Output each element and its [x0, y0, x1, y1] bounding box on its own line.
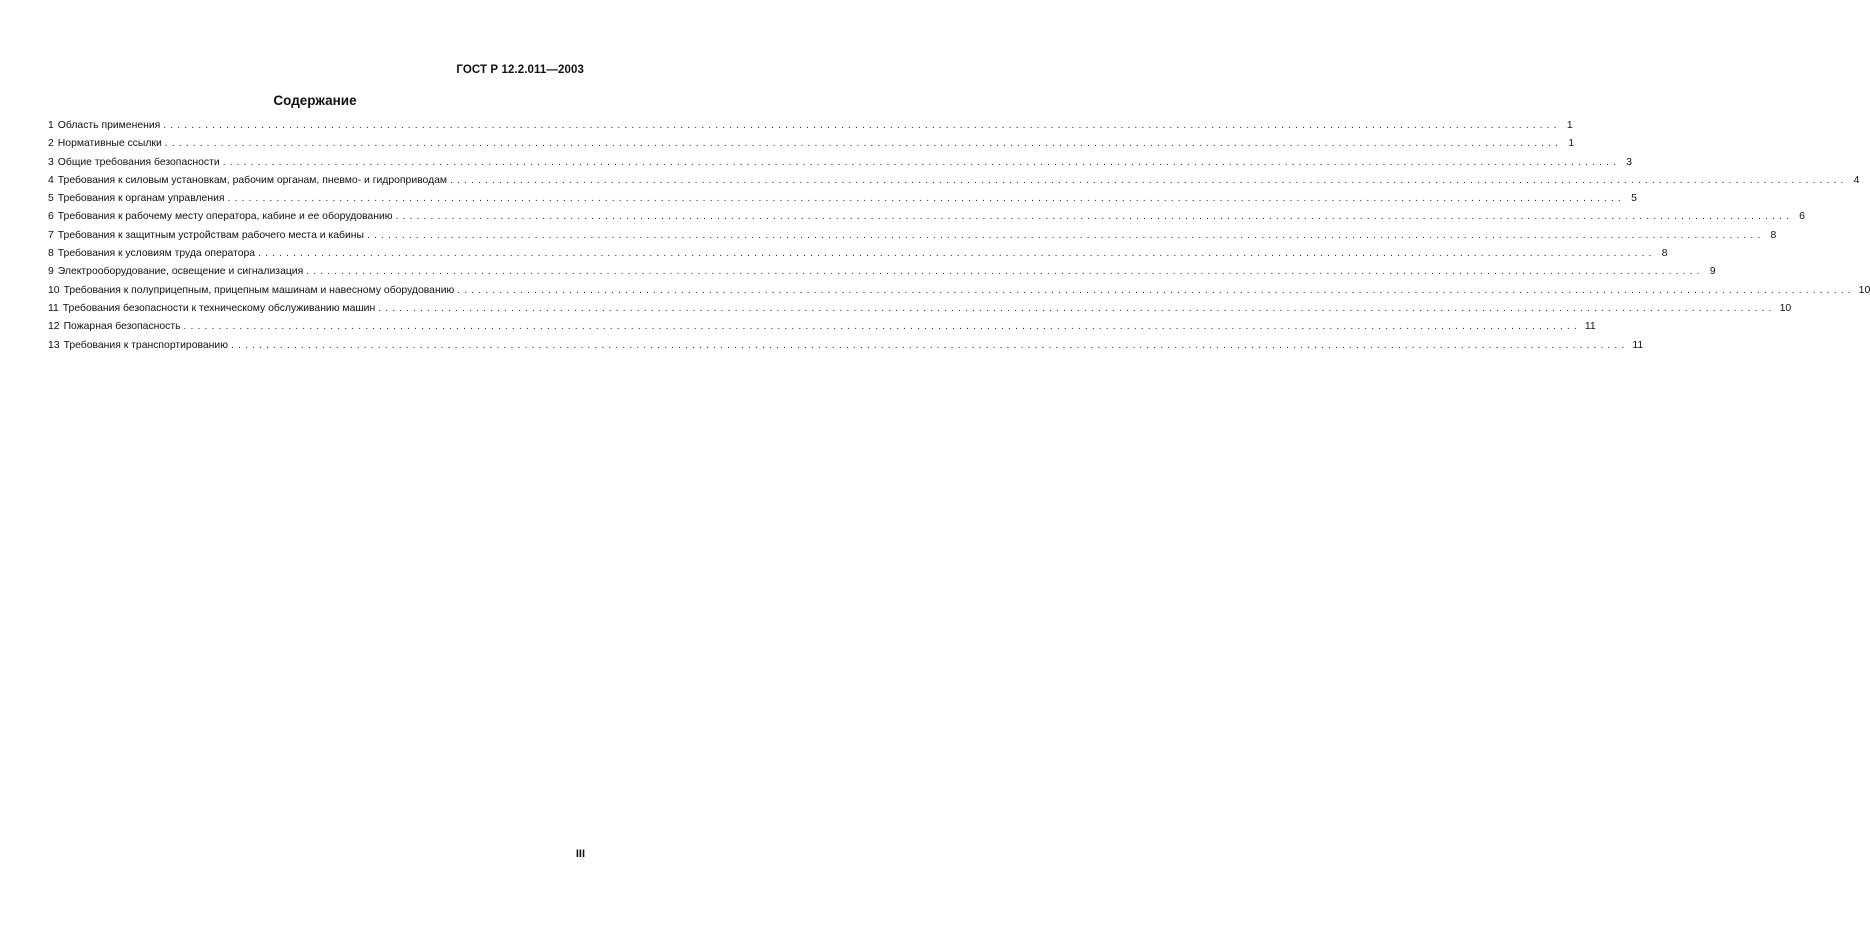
toc-entry-number: 9 [48, 266, 54, 278]
toc-entry-title: Требования к условиям труда оператора [57, 248, 256, 260]
toc-entry-page: 10 [1858, 284, 1870, 296]
toc-entry-title: Общие требования безопасности [57, 156, 220, 168]
toc-entry[interactable] [48, 248, 1668, 266]
toc-entry-number: 5 [48, 193, 54, 205]
toc-entry-number: 6 [48, 211, 54, 223]
toc-leader-dots: ........................................................................................................................................................................................................ [183, 321, 1581, 333]
toc-leader-dots: ........................................................................................................................................................................................................ [395, 211, 1793, 223]
toc-entry-number: 1 [48, 120, 54, 131]
toc-entry-number: 10 [48, 284, 60, 296]
toc-entry-page: 5 [1631, 193, 1637, 205]
toc-entry-page: 10 [1779, 302, 1792, 314]
toc-entry[interactable] [48, 321, 1596, 339]
toc-entry-page: 11 [1584, 321, 1596, 333]
toc-entry-title: Требования к транспортированию [63, 339, 229, 351]
toc-leader-dots: ........................................................................................................................................................................................................ [258, 248, 1656, 260]
toc-entry[interactable] [48, 302, 1792, 321]
toc-leader-dots: ........................................................................................................................................................................................................ [222, 156, 1621, 168]
page-number: III [575, 848, 585, 860]
toc-entry-number: 7 [48, 229, 54, 241]
toc-entry-title: Требования безопасности к техническому обслуживанию машин [62, 302, 376, 314]
toc-entry-title: Область применения [57, 120, 161, 131]
toc-entry-number: 3 [48, 156, 54, 168]
toc-entry-title: Нормативные ссылки [57, 138, 162, 150]
toc-entry[interactable] [48, 174, 1860, 193]
toc-entry-page: 11 [1632, 339, 1644, 351]
toc-entry[interactable] [48, 193, 1637, 211]
toc-entry-page: 9 [1709, 266, 1716, 278]
toc-entry-page: 1 [1568, 138, 1575, 150]
toc-leader-dots: ........................................................................................................................................................................................................ [378, 302, 1776, 314]
toc-entry-title: Пожарная безопасность [63, 321, 181, 333]
toc-entry-number: 4 [48, 174, 54, 186]
toc-entry[interactable] [48, 120, 1573, 138]
toc-entry[interactable] [48, 229, 1777, 248]
toc-entry-number: 11 [48, 302, 59, 314]
toc-entry-title: Требования к защитным устройствам рабочего места и кабины [57, 229, 364, 241]
toc-entry[interactable] [48, 211, 1805, 229]
toc-entry-number: 13 [48, 339, 60, 351]
toc-entry-page: 4 [1853, 174, 1860, 186]
toc-entry[interactable] [48, 266, 1716, 284]
toc-entry[interactable] [48, 339, 1644, 358]
toc-leader-dots: ........................................................................................................................................................................................................ [163, 120, 1561, 131]
toc-leader-dots: ........................................................................................................................................................................................................ [164, 138, 1563, 150]
toc-leader-dots: ........................................................................................................................................................................................................ [457, 284, 1855, 296]
toc-entry-page: 8 [1770, 229, 1777, 241]
toc-entry[interactable] [48, 284, 1870, 303]
toc-entry-page: 3 [1626, 156, 1633, 168]
toc-leader-dots: ........................................................................................................................................................................................................ [231, 339, 1629, 351]
toc-entry[interactable] [48, 156, 1633, 175]
page-title: Содержание [273, 93, 357, 108]
toc-entry-page: 8 [1661, 248, 1668, 260]
toc-entry-number: 12 [48, 321, 60, 333]
toc-entry-title: Требования к органам управления [57, 193, 225, 205]
toc-entry-number: 8 [48, 248, 54, 260]
toc-leader-dots: ........................................................................................................................................................................................................ [366, 229, 1765, 241]
toc-entry-title: Электрооборудование, освещение и сигнализация [57, 266, 304, 278]
toc-entry-title: Требования к полуприцепным, прицепным машинам и навесному оборудованию [63, 284, 455, 296]
toc-entry-title: Требования к силовым установкам, рабочим органам, пневмо- и гидроприводам [57, 174, 448, 186]
toc-leader-dots: ........................................................................................................................................................................................................ [227, 193, 1625, 205]
toc-entry-page: 1 [1566, 120, 1573, 131]
toc-leader-dots: ........................................................................................................................................................................................................ [306, 266, 1704, 278]
toc-entry[interactable] [48, 138, 1575, 156]
toc-entry-title: Требования к рабочему месту оператора, кабине и ее оборудованию [57, 211, 393, 223]
toc-entry-page: 6 [1799, 211, 1805, 223]
document-code: ГОСТ Р 12.2.011—2003 [456, 64, 584, 76]
table-of-contents [48, 120, 1870, 358]
toc-leader-dots: ........................................................................................................................................................................................................ [450, 174, 1848, 186]
toc-entry-number: 2 [48, 138, 54, 150]
